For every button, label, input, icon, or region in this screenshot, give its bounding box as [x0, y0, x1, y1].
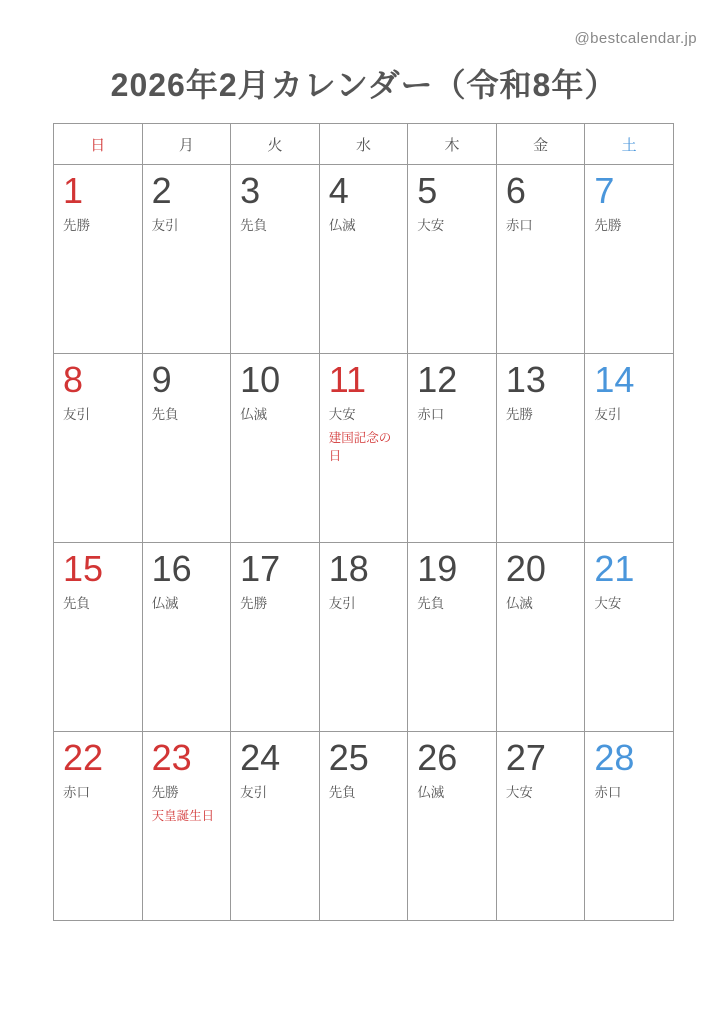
day-number: 20: [505, 548, 546, 589]
calendar-day-cell: [496, 165, 585, 354]
day-number: 25: [328, 737, 369, 778]
calendar-week-row: [54, 165, 674, 354]
calendar-week-row: [54, 732, 674, 921]
calendar-day-cell: [585, 165, 674, 354]
rokuyo-label: 赤口: [594, 785, 622, 801]
rokuyo-label: 先勝: [151, 785, 179, 801]
day-number: 18: [328, 548, 369, 589]
rokuyo-label: 赤口: [505, 218, 533, 234]
day-number: 2: [151, 170, 172, 211]
calendar-day-cell: [319, 543, 408, 732]
calendar-day-cell: [54, 165, 143, 354]
rokuyo-label: 先勝: [240, 596, 268, 612]
calendar-week-row: [54, 354, 674, 543]
calendar-day-cell: [231, 354, 320, 543]
calendar-day-cell: [408, 732, 497, 921]
holiday-label: 建国記念の日: [328, 431, 392, 464]
day-number: 4: [328, 170, 349, 211]
rokuyo-label: 先負: [63, 596, 90, 612]
rokuyo-label: 先負: [417, 596, 445, 612]
rokuyo-label: 大安: [505, 785, 533, 801]
day-number: 23: [151, 737, 192, 778]
calendar-day-cell: [142, 165, 231, 354]
rokuyo-label: 友引: [594, 407, 622, 423]
calendar-day-cell: [496, 732, 585, 921]
day-number: 17: [240, 548, 281, 589]
rokuyo-label: 先勝: [63, 218, 90, 234]
day-number: 26: [417, 737, 458, 778]
day-number: 28: [594, 737, 635, 778]
calendar-day-cell: [408, 543, 497, 732]
rokuyo-label: 友引: [151, 218, 179, 234]
rokuyo-label: 大安: [594, 596, 622, 612]
calendar-day-cell: [319, 354, 408, 543]
calendar-day-cell: [231, 543, 320, 732]
day-number: 27: [505, 737, 546, 778]
calendar-day-cell: [585, 543, 674, 732]
day-number: 3: [240, 170, 261, 211]
calendar-day-cell: [54, 354, 143, 543]
rokuyo-label: 仏滅: [240, 407, 268, 423]
calendar-day-cell: [585, 732, 674, 921]
day-number: 5: [417, 170, 438, 211]
rokuyo-label: 先勝: [505, 407, 533, 423]
weekday-header-mon: 月: [142, 124, 231, 165]
rokuyo-label: 先負: [240, 218, 268, 234]
calendar-week-row: [54, 543, 674, 732]
calendar-day-cell: [231, 732, 320, 921]
day-number: 7: [594, 170, 615, 211]
calendar-day-cell: [319, 165, 408, 354]
day-number: 6: [505, 170, 526, 211]
day-number: 12: [417, 359, 458, 400]
rokuyo-label: 友引: [63, 407, 90, 423]
rokuyo-label: 大安: [417, 218, 445, 234]
day-number: 19: [417, 548, 458, 589]
day-number: 14: [594, 359, 635, 400]
rokuyo-label: 友引: [328, 596, 356, 612]
calendar-day-cell: [585, 354, 674, 543]
day-number: 24: [240, 737, 281, 778]
day-number: 21: [594, 548, 635, 589]
day-number: 1: [63, 170, 84, 211]
rokuyo-label: 先勝: [594, 218, 622, 234]
day-number: 13: [505, 359, 546, 400]
holiday-label: 天皇誕生日: [151, 809, 215, 824]
calendar-day-cell: [142, 732, 231, 921]
weekday-header-sun: 日: [54, 124, 143, 165]
calendar-day-cell: [319, 732, 408, 921]
day-number: 9: [151, 359, 172, 400]
weekday-header-row: [54, 124, 674, 165]
calendar-day-cell: [142, 354, 231, 543]
rokuyo-label: 赤口: [63, 785, 90, 801]
weekday-header-sat: 土: [585, 124, 674, 165]
rokuyo-label: 仏滅: [417, 785, 445, 801]
day-number: 22: [63, 737, 104, 778]
rokuyo-label: 先負: [328, 785, 356, 801]
weekday-header-wed: 水: [319, 124, 408, 165]
calendar-day-cell: [496, 543, 585, 732]
calendar-day-cell: [408, 354, 497, 543]
rokuyo-label: 大安: [328, 407, 356, 423]
day-number: 11: [328, 359, 367, 400]
rokuyo-label: 赤口: [417, 407, 445, 423]
rokuyo-label: 先負: [151, 407, 179, 423]
rokuyo-label: 友引: [240, 785, 268, 801]
weekday-header-fri: 金: [496, 124, 585, 165]
watermark-credit: @bestcalendar.jp: [574, 30, 697, 47]
weekday-header-tue: 火: [231, 124, 320, 165]
calendar-day-cell: [496, 354, 585, 543]
calendar-day-cell: [54, 732, 143, 921]
calendar-day-cell: [54, 543, 143, 732]
page-title: 2026年2月カレンダー（令和8年）: [110, 67, 618, 103]
day-number: 16: [151, 548, 192, 589]
rokuyo-label: 仏滅: [151, 596, 179, 612]
calendar-day-cell: [142, 543, 231, 732]
day-number: 8: [63, 359, 84, 400]
day-number: 10: [240, 359, 281, 400]
rokuyo-label: 仏滅: [328, 218, 356, 234]
rokuyo-label: 仏滅: [505, 596, 533, 612]
day-number: 15: [63, 548, 104, 589]
calendar-day-cell: [408, 165, 497, 354]
weekday-header-thu: 木: [408, 124, 497, 165]
calendar-table: [53, 123, 674, 921]
calendar-day-cell: [231, 165, 320, 354]
